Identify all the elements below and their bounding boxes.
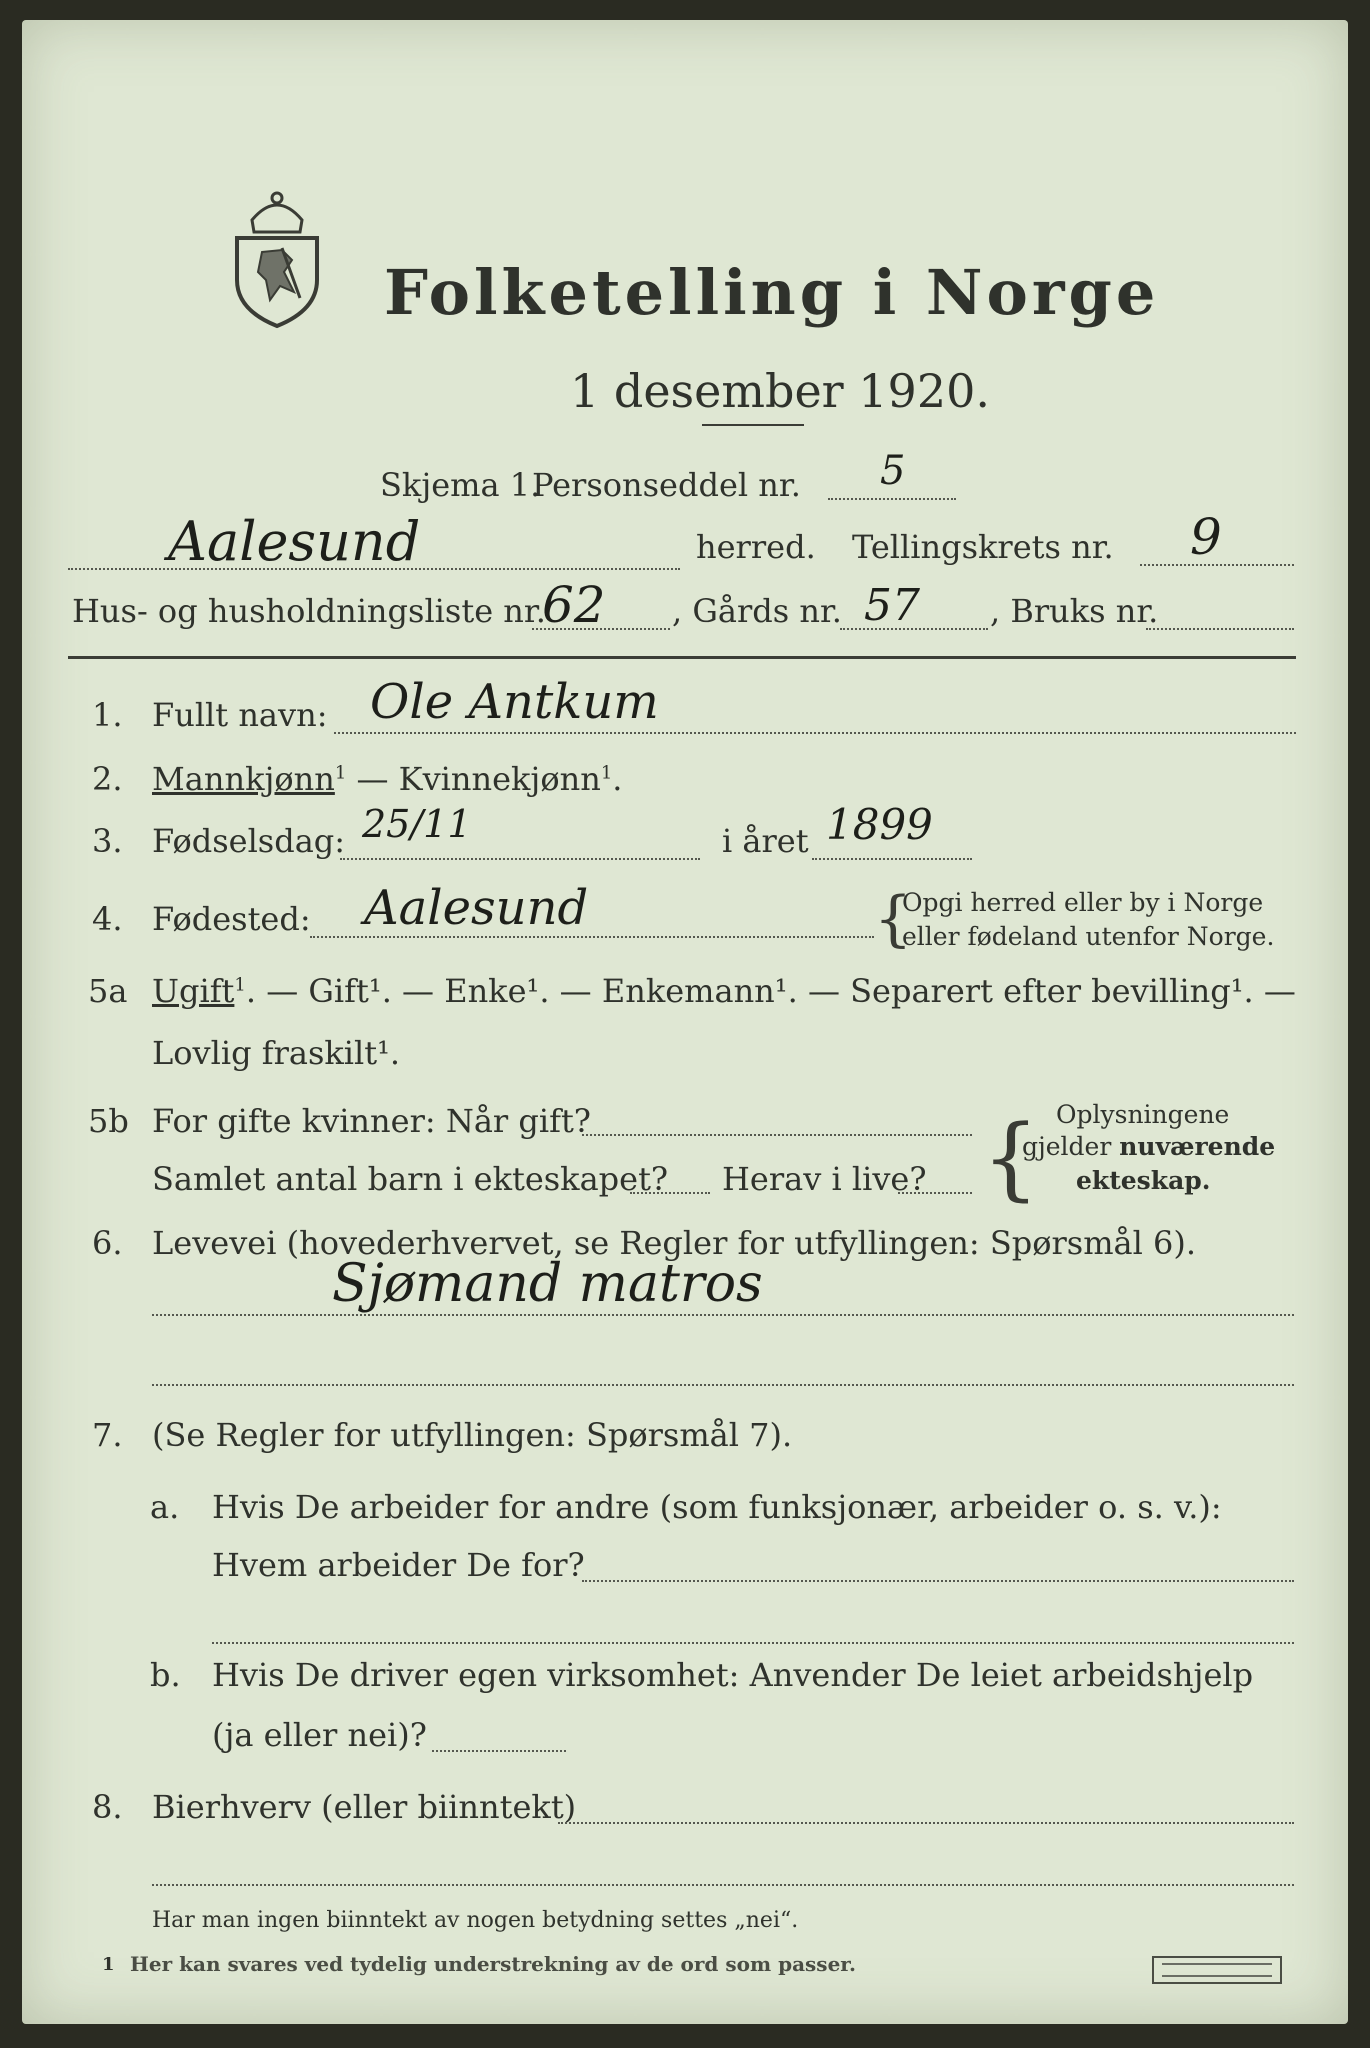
- married-when-field[interactable]: [582, 1134, 972, 1136]
- gender-male-sup: 1: [334, 762, 347, 784]
- employer-field-1[interactable]: [582, 1580, 1294, 1582]
- q4-number: 4.: [92, 900, 123, 938]
- marriage-note-2: gjelder nuværende: [1022, 1132, 1276, 1161]
- q7b-letter: b.: [150, 1656, 181, 1694]
- children-alive-field[interactable]: [898, 1192, 972, 1194]
- marital-fraskilt-option[interactable]: Lovlig fraskilt¹.: [152, 1034, 401, 1072]
- gender-female-sup: 1: [600, 762, 613, 784]
- bruks-label: , Bruks nr.: [990, 592, 1159, 630]
- tellingskrets-label: Tellingskrets nr.: [852, 528, 1114, 566]
- marital-ugift-option[interactable]: Ugift: [152, 972, 235, 1010]
- marriage-note-3: ekteskap.: [1076, 1166, 1211, 1195]
- married-when-label: For gifte kvinner: Når gift?: [152, 1102, 591, 1140]
- q1-label: Fullt navn:: [152, 696, 328, 734]
- fullname-field[interactable]: [334, 732, 1296, 734]
- q2-number: 2.: [92, 760, 123, 798]
- birthplace-brace: {: [874, 884, 913, 954]
- gender-end: .: [612, 760, 623, 798]
- q7-label: (Se Regler for utfyllingen: Spørsmål 7).: [152, 1416, 793, 1454]
- side-income-label: Bierhverv (eller biinntekt): [152, 1788, 577, 1826]
- occupation-field-1[interactable]: [152, 1314, 1294, 1316]
- husliste-value: 62: [542, 576, 606, 634]
- occupation-label: Levevei (hovederhvervet, se Regler for utfyllingen: Spørsmål 6).: [152, 1224, 1197, 1262]
- marriage-note-brace: {: [982, 1106, 1040, 1211]
- q8-number: 8.: [92, 1788, 123, 1826]
- q5a-number: 5a: [88, 972, 128, 1010]
- q3-number: 3.: [92, 822, 123, 860]
- bruks-field[interactable]: [1146, 628, 1294, 630]
- gender-female-option[interactable]: Kvinnekjønn: [398, 760, 601, 798]
- employer-field-2[interactable]: [212, 1642, 1294, 1644]
- occupation-field-2[interactable]: [152, 1384, 1294, 1386]
- q7a-label: Hvis De arbeider for andre (som funksjonær, arbeider o. s. v.):: [212, 1488, 1222, 1526]
- herred-value: Aalesund: [168, 510, 421, 573]
- personseddel-field[interactable]: [828, 498, 956, 500]
- birthplace-note-2: eller fødeland utenfor Norge.: [902, 922, 1275, 951]
- marital-other-options[interactable]: . — Gift¹. — Enke¹. — Enkemann¹. — Separert efter bevilling¹. —: [245, 972, 1296, 1010]
- hired-help-label: (ja eller nei)?: [212, 1716, 427, 1754]
- birthplace-note-1: Opgi herred eller by i Norge: [902, 888, 1264, 917]
- tellingskrets-value: 9: [1190, 508, 1222, 566]
- q7a-letter: a.: [150, 1488, 180, 1526]
- husliste-label: Hus- og husholdningsliste nr.: [72, 592, 546, 630]
- birthplace-value: Aalesund: [364, 880, 589, 936]
- birthday-value: 25/11: [362, 802, 472, 846]
- side-income-field-2[interactable]: [152, 1884, 1294, 1886]
- birthyear-field[interactable]: [812, 858, 972, 860]
- title-divider: [702, 424, 804, 426]
- q4-label: Fødested:: [152, 900, 311, 938]
- children-total-field[interactable]: [630, 1192, 710, 1194]
- skjema-label: Skjema 1.: [380, 466, 541, 504]
- q5b-number: 5b: [88, 1102, 129, 1140]
- footnote-mark: 1: [102, 1954, 115, 1975]
- gards-label: , Gårds nr.: [672, 592, 842, 630]
- personseddel-value: 5: [880, 448, 906, 494]
- footnote-text: Her kan svares ved tydelig understrekning av de ord som passer.: [130, 1952, 856, 1976]
- fullname-value: Ole Antkum: [370, 674, 659, 730]
- gender-line: [152, 760, 622, 798]
- birthyear-label: i året: [722, 822, 809, 860]
- birthyear-value: 1899: [826, 800, 933, 849]
- birthplace-field[interactable]: [310, 936, 874, 938]
- printer-stamp: [1152, 1956, 1282, 1984]
- form-title: Folketelling i Norge: [384, 256, 1160, 329]
- personseddel-label: Personseddel nr.: [532, 466, 801, 504]
- children-total-label: Samlet antal barn i ekteskapet?: [152, 1160, 669, 1198]
- occupation-value: Sjømand matros: [332, 1254, 763, 1314]
- marriage-note-1: Oplysningene: [1056, 1100, 1230, 1129]
- employer-label: Hvem arbeider De for?: [212, 1546, 585, 1584]
- gender-separator: —: [346, 760, 399, 798]
- marital-status-line: Ugift$^1$. — Gift¹. — Enke¹. — Enkemann¹. — Separert efter bevilling¹. —: [152, 972, 1296, 1010]
- side-income-note: Har man ingen biinntekt av nogen betydning settes „nei“.: [152, 1908, 799, 1933]
- form-date: 1 desember 1920.: [570, 364, 990, 418]
- gards-value: 57: [864, 580, 920, 631]
- side-income-field-1[interactable]: [558, 1822, 1294, 1824]
- census-form: [22, 20, 1348, 2024]
- hired-help-field[interactable]: [432, 1750, 566, 1752]
- gender-male-option[interactable]: Mannkjønn: [152, 760, 335, 798]
- q6-number: 6.: [92, 1224, 123, 1262]
- q3-label: Fødselsdag:: [152, 822, 346, 860]
- q1-number: 1.: [92, 696, 123, 734]
- birthday-field[interactable]: [340, 858, 700, 860]
- children-alive-label: Herav i live?: [722, 1160, 927, 1198]
- header-rule: [68, 656, 1296, 659]
- coat-of-arms-icon: [222, 180, 332, 330]
- herred-label: herred.: [696, 528, 816, 566]
- q7-number: 7.: [92, 1416, 123, 1454]
- q7b-label: Hvis De driver egen virksomhet: Anvender De leiet arbeidshjelp: [212, 1656, 1254, 1694]
